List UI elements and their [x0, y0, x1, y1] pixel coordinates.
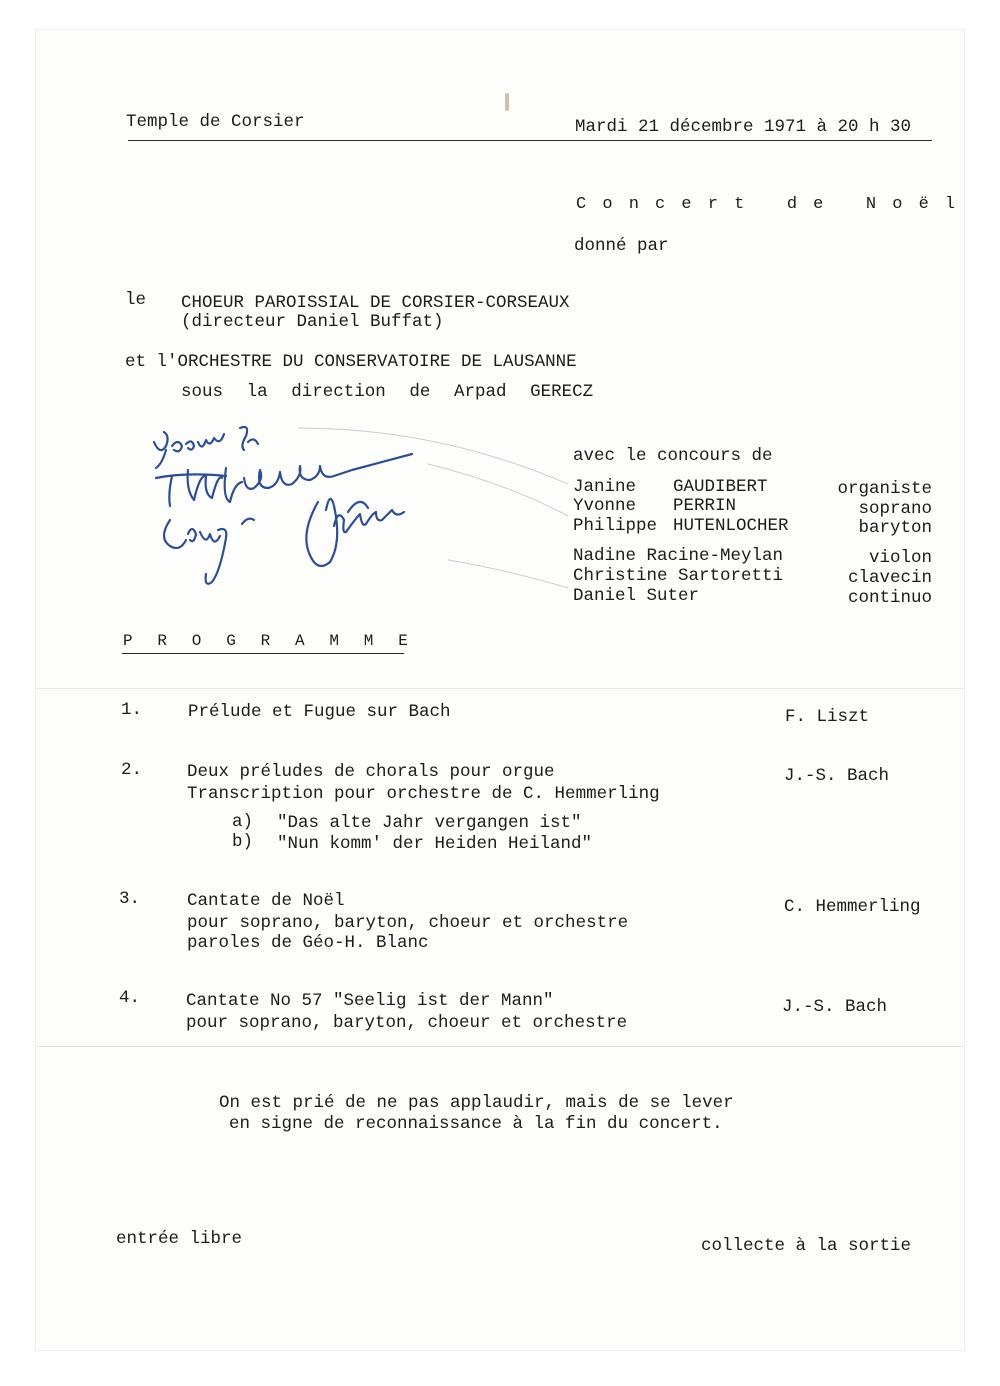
soloist-first: Philippe	[573, 516, 658, 536]
sub-title: "Das alte Jahr vergangen ist"	[277, 813, 582, 833]
orchestra-name: et l'ORCHESTRE DU CONSERVATOIRE DE LAUSANNE	[125, 352, 577, 372]
programme-heading: PROGRAMME	[123, 632, 433, 650]
continuo-name: Daniel Suter	[573, 586, 700, 606]
choir-director: (directeur Daniel Buffat)	[181, 312, 444, 332]
item-composer: J.-S. Bach	[782, 997, 888, 1017]
item-title: Deux préludes de chorals pour orgue	[187, 762, 555, 782]
choir-name: CHOEUR PAROISSIAL DE CORSIER-CORSEAUX	[181, 293, 570, 313]
item-title: Cantate No 57 "Seelig ist der Mann"	[186, 991, 554, 1011]
continuo-name: Nadine Racine-Meylan	[573, 546, 784, 566]
collection-note: collecte à la sortie	[701, 1236, 912, 1256]
item-title: Cantate de Noël	[187, 891, 345, 911]
soloist-last: PERRIN	[673, 496, 737, 516]
handwritten-signatures	[148, 420, 568, 610]
soloist-last: GAUDIBERT	[673, 477, 768, 497]
item-composer: F. Liszt	[785, 707, 870, 727]
header-rule	[128, 140, 932, 141]
soloist-first: Yvonne	[573, 496, 637, 516]
soloist-first: Janine	[573, 477, 637, 497]
notice-line: On est prié de ne pas applaudir, mais de se lever	[219, 1093, 734, 1113]
concert-date: Mardi 21 décembre 1971 à 20 h 30	[575, 117, 912, 137]
sub-letter: b)	[232, 832, 254, 852]
continuo-role: violon	[868, 548, 932, 568]
soloists-intro: avec le concours de	[573, 446, 773, 466]
venue: Temple de Corsier	[126, 112, 305, 132]
item-line: paroles de Géo-H. Blanc	[187, 933, 429, 953]
fold-line	[36, 1046, 964, 1047]
sub-title: "Nun komm' der Heiden Heiland"	[277, 834, 593, 854]
notice-line: en signe de reconnaissance à la fin du concert.	[229, 1114, 723, 1134]
fold-line	[36, 688, 964, 689]
soloist-role: soprano	[858, 499, 932, 519]
sub-letter: a)	[232, 812, 254, 832]
item-line: Transcription pour orchestre de C. Hemmerling	[187, 784, 660, 804]
concert-title: Concert de Noël	[576, 195, 972, 214]
programme-sheet	[36, 30, 964, 1350]
continuo-role: clavecin	[847, 568, 932, 588]
soloist-last: HUTENLOCHER	[673, 516, 789, 536]
item-number: 1.	[121, 700, 143, 720]
item-line: pour soprano, baryton, choeur et orchestre	[187, 913, 629, 933]
given-by: donné par	[574, 236, 669, 256]
programme-heading-rule	[122, 653, 404, 654]
free-entry: entrée libre	[116, 1229, 243, 1249]
paper-mark	[505, 93, 509, 111]
soloist-role: organiste	[837, 479, 932, 499]
item-number: 3.	[119, 889, 141, 909]
continuo-role: continuo	[847, 588, 932, 608]
orchestra-direction: sous la direction de Arpad GERECZ	[181, 382, 594, 402]
item-number: 2.	[121, 760, 143, 780]
soloist-role: baryton	[858, 518, 932, 538]
article-le: le	[125, 290, 147, 310]
item-title: Prélude et Fugue sur Bach	[188, 702, 451, 722]
item-composer: J.-S. Bach	[784, 766, 890, 786]
item-number: 4.	[119, 988, 141, 1008]
continuo-name: Christine Sartoretti	[573, 566, 784, 586]
item-line: pour soprano, baryton, choeur et orchestre	[186, 1013, 628, 1033]
item-composer: C. Hemmerling	[784, 897, 921, 917]
